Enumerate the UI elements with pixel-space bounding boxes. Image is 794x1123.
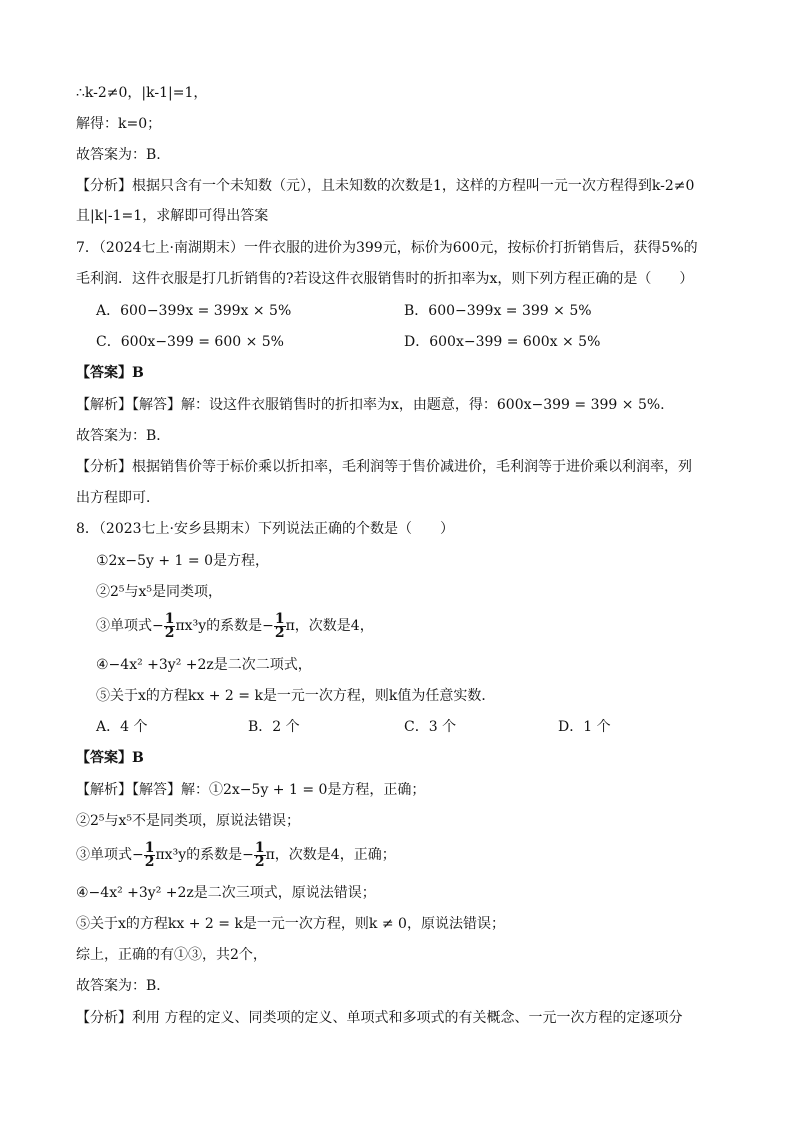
- q7-option-c: C．600x−399 = 600 × 5%: [96, 334, 284, 350]
- q8-statement-2: ②2⁵与x⁵是同类项，: [96, 584, 223, 600]
- q7-stem-line-2: 毛利润．这件衣服是打几折销售的?若设这件衣服销售时的折扣率为x，则下列方程正确的是（ ）: [76, 271, 694, 287]
- fraction-denominator: 2: [274, 624, 285, 641]
- q8-statement-1: ①2x−5y + 1 = 0是方程，: [96, 553, 269, 569]
- cont-line-2: 解得：k=0；: [76, 116, 162, 132]
- q8-analysis-2: ②2⁵与x⁵不是同类项，原说法错误；: [76, 813, 301, 829]
- fraction-numerator: 1: [144, 839, 155, 856]
- q7-option-a: A．600−399x = 399x × 5%: [96, 303, 292, 319]
- q8-summary: 综上，正确的有①③，共2个，: [76, 947, 267, 963]
- q7-conclusion: 故答案为：B．: [76, 428, 171, 444]
- fraction-numerator: 1: [164, 610, 175, 627]
- q8-answer: 【答案】B: [76, 750, 144, 766]
- fraction-numerator: 1: [274, 610, 285, 627]
- fraction-denominator: 2: [144, 853, 155, 870]
- q8-analysis-1: 【解析】【解答】解：①2x−5y + 1 = 0是方程，正确；: [76, 782, 426, 798]
- q7-stem-line-1: 7．（2024七上·南湖期末）一件衣服的进价为399元，标价为600元，按标价打折销售后，获得5%的: [76, 240, 698, 256]
- q8-analysis-3: [76, 839, 396, 871]
- q8-a3-middle: πx³y的系数是−: [155, 847, 254, 863]
- fraction-one-half: [164, 610, 176, 641]
- fraction-one-half: [144, 839, 156, 870]
- q8-statement-5: ⑤关于x的方程kx + 2 = k是一元一次方程，则k值为任意实数．: [96, 688, 496, 704]
- q8-analysis-4: ④−4x² +3y² +2z是二次三项式，原说法错误；: [76, 885, 376, 901]
- q8-stem: 8．（2023七上·安乡县期末）下列说法正确的个数是（ ）: [76, 521, 454, 537]
- q8-a3-prefix: ③单项式−: [76, 847, 144, 863]
- q8-note: 【分析】利用 方程的定义、同类项的定义、单项式和多项式的有关概念、一元一次方程的定逐项分: [76, 1010, 683, 1026]
- q7-answer: 【答案】B: [76, 365, 144, 381]
- cont-analysis-1: 【分析】根据只含有一个未知数（元），且未知数的次数是1，这样的方程叫一元一次方程得到k-2≠0: [76, 178, 695, 194]
- q8-analysis-5: ⑤关于x的方程kx + 2 = k是一元一次方程，则k ≠ 0，原说法错误；: [76, 916, 505, 932]
- q8-option-d: D．1 个: [558, 719, 611, 735]
- q8-statement-4: ④−4x² +3y² +2z是二次二项式，: [96, 657, 312, 673]
- q8-s3-middle: πx³y的系数是−: [175, 618, 274, 634]
- q7-option-b: B．600−399x = 399 × 5%: [404, 303, 592, 319]
- q8-s3-suffix: π，次数是4，: [285, 618, 374, 634]
- q8-option-a: A．4 个: [96, 719, 148, 735]
- q8-statement-3: [96, 610, 374, 642]
- fraction-one-half: [254, 839, 266, 870]
- q7-note-line-1: 【分析】根据销售价等于标价乘以折扣率，毛利润等于售价减进价，毛利润等于进价乘以利润率，列: [76, 459, 692, 475]
- q8-option-c: C．3 个: [404, 719, 457, 735]
- q7-note-line-2: 出方程即可．: [76, 490, 160, 506]
- q8-a3-suffix: π，次数是4，正确；: [265, 847, 396, 863]
- fraction-numerator: 1: [254, 839, 265, 856]
- cont-analysis-2: 且|k|-1=1，求解即可得出答案: [76, 208, 269, 224]
- fraction-one-half: [274, 610, 286, 641]
- cont-line-3: 故答案为：B.: [76, 147, 161, 163]
- q7-option-d: D．600x−399 = 600x × 5%: [404, 334, 601, 350]
- q8-option-b: B．2 个: [248, 719, 300, 735]
- cont-line-1: ∴k-2≠0，|k-1|=1，: [76, 85, 208, 101]
- q8-conclusion: 故答案为：B．: [76, 978, 171, 994]
- fraction-denominator: 2: [254, 853, 265, 870]
- q8-s3-prefix: ③单项式−: [96, 618, 164, 634]
- q7-analysis: 【解析】【解答】解：设这件衣服销售时的折扣率为x，由题意，得：600x−399 = 399 × 5%.: [76, 397, 665, 413]
- fraction-denominator: 2: [164, 624, 175, 641]
